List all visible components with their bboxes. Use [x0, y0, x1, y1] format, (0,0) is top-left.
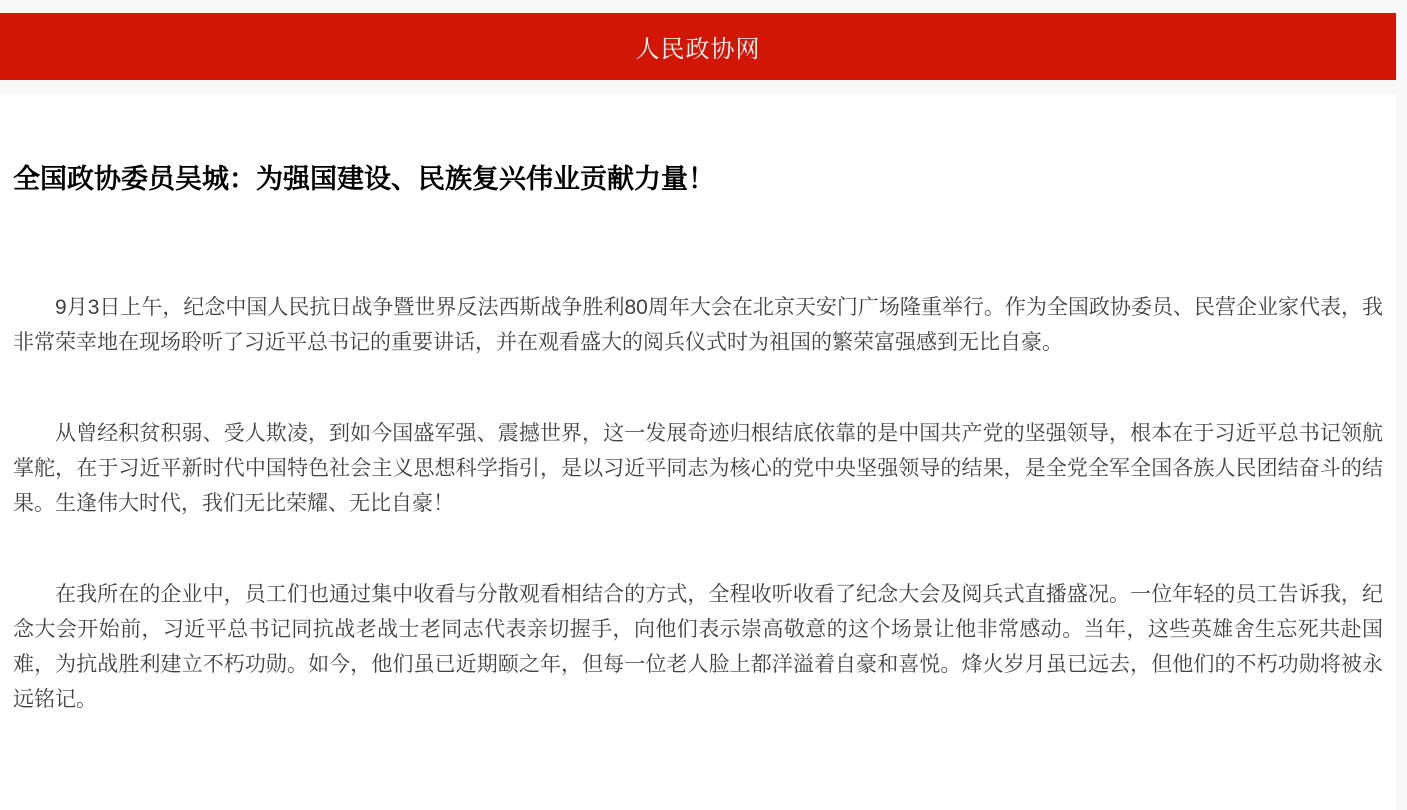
article-title: 全国政协委员吴城：为强国建设、民族复兴伟业贡献力量！ — [13, 164, 715, 194]
scrollbar-track[interactable] — [1396, 0, 1407, 810]
article-paragraph-3: 在我所在的企业中，员工们也通过集中收看与分散观看相结合的方式，全程收听收看了纪念大会及阅兵式直播盛况。一位年轻的员工告诉我，纪念大会开始前，习近平总书记同抗战老战士老同志代表亲切握手，向他们表示崇高敬意的这个场景让他非常感动。当年，这些英雄舍生忘死共赴国难，为抗战胜利建立不朽功勋。如今，他们虽已近期颐之年，但每一位老人脸上都洋溢着自豪和喜悦。烽火岁月虽已远去，但他们的不朽功勋将被永远铭记。 — [13, 583, 1383, 711]
site-name[interactable]: 人民政协网 — [635, 36, 761, 63]
article-sheet — [0, 95, 1396, 810]
site-banner — [0, 13, 1396, 80]
article-paragraph-2: 从曾经积贫积弱、受人欺凌，到如今国盛军强、震撼世界，这一发展奇迹归根结底依靠的是中国共产党的坚强领导，根本在于习近平总书记领航掌舵，在于习近平新时代中国特色社会主义思想科学指引，是以习近平同志为核心的党中央坚强领导的结果，是全党全军全国各族人民团结奋斗的结果。生逢伟大时代，我们无比荣耀、无比自豪！ — [13, 422, 1383, 515]
article-paragraph-1: 9月3日上午，纪念中国人民抗日战争暨世界反法西斯战争胜利80周年大会在北京天安门广场隆重举行。作为全国政协委员、民营企业家代表，我非常荣幸地在现场聆听了习近平总书记的重要讲话，并在观看盛大的阅兵仪式时为祖国的繁荣富强感到无比自豪。 — [13, 296, 1383, 354]
article-content — [0, 161, 1396, 717]
article-body — [13, 197, 1383, 717]
